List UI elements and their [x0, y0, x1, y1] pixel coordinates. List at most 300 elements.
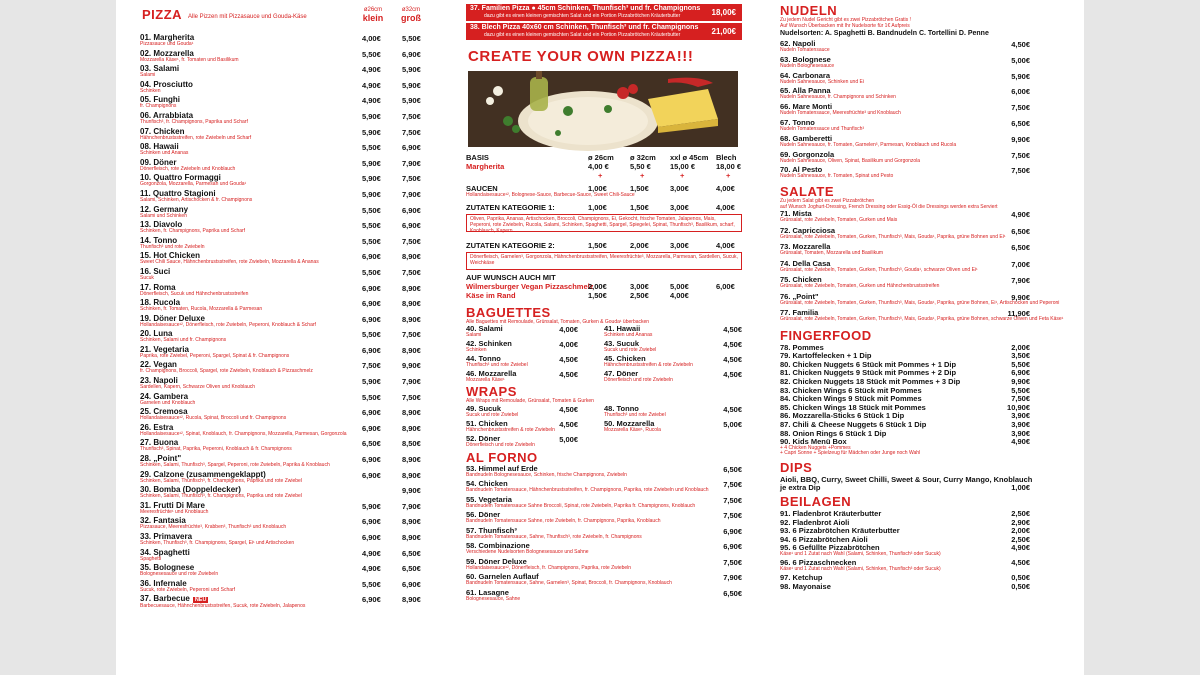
item-price: 2,50€ [1011, 508, 1030, 518]
item-price: 6,00€ [1011, 87, 1030, 97]
menu-item[interactable] [780, 582, 1030, 591]
price-small: 6,50€ [362, 439, 381, 449]
item-description: Dönerfleisch, rote Zwiebeln und Knoblauch [140, 165, 236, 172]
menu-item[interactable] [780, 403, 1030, 412]
vegan-cheese-label: Wilmersburger Vegan Pizzaschmelz [466, 281, 594, 291]
item-price: 4,50€ [559, 404, 578, 414]
size-label: ø 26cm [588, 153, 614, 162]
menu-item[interactable] [780, 260, 1030, 277]
menu-item[interactable] [780, 411, 1030, 420]
price-small: 6,90€ [362, 299, 381, 309]
pizza-header [140, 4, 425, 34]
item-name: 83. Chicken Wings 6 Stück mit Pommes [780, 385, 922, 395]
menu-item[interactable] [780, 56, 1030, 72]
item-description: Garnelen und Knoblauch [140, 399, 196, 406]
price-large: 5,90€ [402, 96, 421, 106]
price-small: 5,50€ [362, 143, 381, 153]
item-description: Hähnchenbrustsstreifen & rote Zwiebeln [466, 426, 555, 433]
kat2-price: 2,00€ [630, 240, 649, 250]
item-name: 37. Barbecue NEU [140, 594, 207, 604]
menu-item[interactable] [140, 408, 425, 424]
item-description: Sardellen, Kapern, Schwarze Oliven und Knoblauch [140, 384, 256, 391]
price-large: 7,50€ [402, 127, 421, 137]
cheese-crust-price: 4,00€ [670, 290, 689, 300]
menu-item[interactable] [466, 370, 578, 384]
price-small: 6,90€ [362, 470, 381, 480]
price-small: 5,50€ [362, 236, 381, 246]
dips-extra-price: 1,00€ [1011, 483, 1030, 493]
item-price: 7,50€ [723, 480, 742, 489]
special-subtitle: dazu gibt es einen kleinen gemischten Salat und ein Portion Pizzabrötchen Kräuterbutter [484, 32, 681, 38]
menu-item[interactable] [466, 340, 578, 354]
menu-item[interactable] [780, 437, 1030, 446]
price-large: 7,90€ [402, 377, 421, 387]
menu-item[interactable] [780, 40, 1030, 56]
menu-item[interactable] [466, 435, 578, 449]
item-name: 66. Mare Monti [780, 102, 833, 112]
menu-item[interactable] [780, 420, 1030, 429]
item-description: Nudeln Sahnesauce, fr. Champignons und Schinken [780, 94, 896, 101]
item-description: Schinken, Salami, Thunfisch³, Spargel, Peperoni, rote Zwiebeln, Paprika & Knoblauch [140, 462, 330, 469]
item-name: 12. Germany [140, 204, 189, 214]
menu-item[interactable] [466, 511, 742, 527]
item-description: Bandnudeln Tomatensauce, Sahne, Thunfisch³, rote Zwiebeln, fr. Champignons [466, 533, 642, 540]
price-large: 7,50€ [402, 330, 421, 340]
price-small: 6,90€ [362, 345, 381, 355]
price-small: 6,90€ [362, 423, 381, 433]
item-name: 56. Döner [466, 510, 501, 519]
menu-item[interactable] [466, 589, 742, 605]
item-description: Bandnudeln Tomatensauce Sahne Broccoli, Spinat, rote Zwiebeln, Paprika fr. Champignons, Knoblauch [466, 502, 696, 509]
item-description: Mozzarella Käse¹, fr. Tomaten und Basilikum [140, 56, 239, 63]
item-description: Paprika, rote Zwiebel, Peperoni, Spargel, Spinat & fr. Champignons [140, 352, 290, 359]
item-description: Bolognesesauce und rote Zwiebeln [140, 571, 219, 578]
item-name: 96. 6 Pizzaschnecken [780, 558, 857, 568]
item-name: 94. 6 Pizzabrötchen Aioli [780, 534, 868, 544]
menu-item[interactable] [140, 455, 425, 471]
price-small: 5,50€ [362, 49, 381, 59]
menu-item[interactable] [780, 87, 1030, 103]
menu-item[interactable] [140, 502, 425, 518]
size-large-diameter: ø32cm [401, 7, 421, 13]
price-small: 4,90€ [362, 65, 381, 75]
item-name: 65. Alla Panna [780, 86, 831, 96]
menu-item[interactable] [140, 65, 425, 81]
menu-item[interactable] [140, 81, 425, 97]
item-name: 47. Döner [604, 369, 639, 378]
menu-item[interactable] [140, 471, 425, 487]
menu-item[interactable] [140, 517, 425, 533]
item-name: 50. Mozzarella [604, 418, 655, 428]
menu-item[interactable] [140, 377, 425, 393]
item-price: 6,90€ [1011, 368, 1030, 378]
item-price: 2,50€ [1011, 534, 1030, 544]
item-name: 57. Thunfisch³ [466, 525, 517, 535]
item-description: fr. Champignons [140, 103, 177, 110]
menu-item[interactable] [466, 573, 742, 589]
special-subtitle: dazu gibt es einen kleinen gemischten Salat und ein Portion Pizzabrötchen Kräuterbutter [484, 13, 681, 19]
pizza-title: PIZZA [142, 7, 183, 22]
price-small: 5,50€ [362, 205, 381, 215]
basis-label: BASIS [466, 153, 489, 162]
menu-item[interactable] [780, 72, 1030, 88]
right-column [780, 3, 1064, 591]
saucen-row [466, 184, 742, 193]
item-name: 55. Vegetaria [466, 494, 512, 504]
menu-item[interactable] [140, 486, 425, 502]
item-price: 4,00€ [559, 340, 578, 349]
menu-item[interactable] [780, 509, 1030, 518]
menu-item[interactable] [140, 174, 425, 190]
price-large: 8,90€ [402, 533, 421, 542]
plus-row [466, 171, 742, 180]
alforno-list [466, 465, 742, 605]
nudeln-sub2: Auf Wunsch Überbacken mit Ihr Nudelsorte für 1€ Aufpreis [780, 22, 910, 29]
item-price: 7,50€ [1011, 394, 1030, 404]
menu-item[interactable] [780, 386, 1030, 395]
menu-item[interactable] [140, 361, 425, 377]
item-description: Schinken, fr. Champignons, Paprika und Scharf [140, 228, 246, 235]
menu-item[interactable] [140, 330, 425, 346]
baguettes-subtitle: Alle Baguettes mit Remoulade, Grünsalat, Tomaten, Gurken & Gouda¹ überbacken [466, 318, 650, 325]
price-large: 5,90€ [402, 80, 421, 90]
menu-item[interactable] [780, 243, 1030, 260]
menu-item[interactable] [780, 394, 1030, 403]
menu-item[interactable] [140, 268, 425, 284]
item-name: 67. Tonno [780, 117, 815, 127]
item-description: Grünsalat, rote Zwiebeln, Tomaten, Gurken, Thunfisch³, Mais, Gouda¹, Paprika, grüne Bohnen und Ei¹ [780, 233, 1006, 240]
menu-item[interactable] [140, 533, 425, 549]
menu-item[interactable] [140, 112, 425, 128]
item-price: 7,50€ [723, 495, 742, 505]
price-large: 7,50€ [402, 111, 421, 121]
item-description: Pizzasauce, Meeresfrüchte³, Krabben³, Thunfisch³ und Knoblauch [140, 524, 287, 531]
cyop-title: CREATE YOUR OWN PIZZA!!! [468, 48, 694, 65]
item-price: 5,90€ [1011, 71, 1030, 81]
item-name: 75. Chicken [780, 275, 822, 285]
menu-item[interactable] [466, 480, 742, 496]
menu-item[interactable] [780, 526, 1030, 535]
item-name: 19. Döner Deluxe [140, 313, 205, 323]
size-small-diameter: ø26cm [363, 7, 383, 13]
item-price: 4,50€ [723, 340, 742, 349]
menu-item[interactable] [140, 143, 425, 159]
item-price: 6,50€ [723, 588, 742, 598]
beilagen-title: BEILAGEN [780, 493, 852, 509]
item-name: 33. Primavera [140, 532, 193, 541]
item-name: 20. Luna [140, 329, 173, 339]
basis-label: Margherita [466, 162, 505, 171]
item-price: 2,00€ [1011, 342, 1030, 352]
item-name: 93. 6 Pizzabrötchen Kräuterbutter [780, 526, 900, 536]
vegan-cheese-price: 3,00€ [630, 281, 649, 291]
menu-item[interactable] [140, 50, 425, 66]
price-small: 7,50€ [362, 361, 381, 371]
vegan-cheese-row [466, 282, 742, 291]
menu-item[interactable] [140, 564, 425, 580]
item-description: Schinken und Ananas [140, 150, 189, 157]
item-description: Pizzasauce und Gouda¹ [140, 41, 194, 47]
price-large: 6,90€ [402, 49, 421, 59]
menu-item[interactable] [780, 558, 1030, 573]
menu-item[interactable] [140, 424, 425, 440]
menu-item[interactable] [780, 360, 1030, 369]
item-name: 69. Gorgonzola [780, 149, 835, 159]
menu-item[interactable] [466, 420, 578, 434]
menu-item[interactable] [780, 518, 1030, 527]
item-name: 95. 6 Gefüllte Pizzabrötchen [780, 543, 880, 553]
item-price: 7,90€ [1011, 276, 1030, 286]
price-large: 6,50€ [402, 548, 421, 558]
wraps-list [466, 405, 742, 451]
menu-item[interactable] [140, 439, 425, 455]
basis-price: 4,00 € [588, 162, 609, 171]
item-price: 4,50€ [1011, 40, 1030, 49]
size-small-header [358, 7, 388, 23]
item-name: 28. „Point" [140, 454, 182, 464]
price-large: 5,90€ [402, 65, 421, 75]
menu-item[interactable] [780, 291, 1060, 310]
menu-item[interactable] [466, 496, 742, 512]
price-small: 5,50€ [362, 392, 381, 402]
menu-item[interactable] [140, 34, 425, 50]
price-small: 5,50€ [362, 267, 381, 277]
kat2-price: 3,00€ [670, 240, 689, 250]
item-price: 5,50€ [1011, 359, 1030, 369]
item-name: 61. Lasagne [466, 587, 509, 597]
item-price: 7,50€ [723, 557, 742, 567]
item-price: 3,90€ [1011, 420, 1030, 430]
price-small: 5,90€ [362, 189, 381, 199]
price-large: 6,90€ [402, 205, 421, 215]
item-name: 71. Mista [780, 209, 812, 219]
menu-item[interactable] [780, 135, 1030, 151]
item-name: 53. Himmel auf Erde [466, 463, 538, 473]
price-small: 5,90€ [362, 111, 381, 121]
menu-item[interactable] [466, 405, 578, 419]
menu-item[interactable] [780, 573, 1030, 582]
item-name: 82. Chicken Nuggets 18 Stück mit Pommes + 3 Dip [780, 377, 961, 387]
size-label: xxl ø 45cm [670, 153, 709, 162]
item-description: Hollandaisesauce¹², Spinat, Knoblauch, fr. Champignons, Mozzarella, Parmesan, Gorgonzola [140, 430, 347, 437]
item-name: 26. Estra [140, 422, 174, 432]
menu-item[interactable] [466, 558, 742, 574]
item-price: 4,50€ [723, 325, 742, 334]
price-large: 6,50€ [402, 564, 421, 574]
price-large: 7,50€ [402, 392, 421, 402]
menu-item[interactable] [140, 221, 425, 237]
item-price: 5,00€ [723, 419, 742, 429]
menu-item[interactable] [466, 542, 742, 558]
menu-item[interactable] [140, 206, 425, 222]
price-large: 8,90€ [402, 314, 421, 324]
menu-item[interactable] [466, 527, 742, 543]
item-name: 32. Fantasia [140, 516, 186, 526]
item-name: 05. Funghi [140, 95, 180, 105]
menu-item[interactable] [466, 355, 578, 369]
basis-price: 15,00 € [670, 162, 696, 171]
salate-sub1: Zu jedem Salat gibt es zwei Pizzabrötchen [780, 198, 875, 205]
price-large: 8,90€ [402, 517, 421, 527]
menu-item[interactable] [780, 351, 1030, 360]
item-description: Grünsalat, rote Zwiebeln, Tomaten, Gurken, Thunfisch³, Gouda¹, schwarze Oliven und Ei¹ [780, 266, 978, 273]
menu-item[interactable] [780, 368, 1030, 377]
item-price: 3,50€ [1011, 351, 1030, 361]
pizza-ingredients-illustration [468, 71, 738, 147]
menu-item[interactable] [780, 166, 1030, 182]
item-price: 5,00€ [559, 434, 578, 444]
menu-item[interactable] [140, 190, 425, 206]
item-description: fr. Champignons, Broccoli, Spargel, rote Zwiebeln, Knoblauch & Pizzaschmelz [140, 368, 313, 375]
item-name: 91. Fladenbrot Kräuterbutter [780, 508, 882, 518]
item-price: 5,50€ [1011, 385, 1030, 395]
menu-item[interactable] [780, 119, 1030, 135]
price-large: 6,90€ [402, 143, 421, 153]
item-description: Grünsalat, Tomaten, Mozzarella und Basilikum [780, 250, 884, 257]
item-name: 23. Napoli [140, 376, 178, 386]
item-description: Nudeln Sahnesauce, fr. Tomaten, Garnelen³, Parmesan, Knoblauch und Rucola [780, 141, 957, 148]
menu-item[interactable] [780, 103, 1030, 119]
fingerfood-title: FINGERFOOD [780, 327, 872, 343]
menu-item[interactable] [140, 595, 425, 611]
item-description: Bandnudeln Bolognesesauce, Schinken, frische Champignons, Zwiebeln [466, 471, 627, 478]
kids-desc-1: + 4 Chicken Nuggets +Pommes [780, 444, 851, 451]
item-name: 43. Sucuk [604, 339, 640, 348]
saucen-desc: Hollandaisesauce¹², Bolognese-Sauce, Barbecue-Sauce, Sweet Chili-Sauce [466, 192, 635, 198]
item-name: 78. Pommes [780, 342, 824, 352]
menu-item[interactable] [604, 420, 742, 434]
menu-item[interactable] [780, 210, 1030, 227]
menu-item[interactable] [140, 159, 425, 175]
menu-item[interactable] [780, 227, 1030, 244]
item-name: 68. Gamberetti [780, 133, 833, 143]
nudeln-sorten: Nudelsorten: A. Spaghetti B. Bandnudeln C. Tortellini D. Penne [780, 30, 989, 37]
cheese-crust-row [466, 291, 742, 300]
menu-item[interactable] [140, 393, 425, 409]
menu-item[interactable] [140, 284, 425, 300]
item-price: 0,50€ [1011, 581, 1030, 591]
item-price: 4,90€ [1011, 437, 1030, 447]
item-price: 7,50€ [1011, 150, 1030, 160]
item-name: 77. Familia [780, 308, 819, 318]
item-name: 24. Gambera [140, 391, 189, 401]
item-description: Salami und Schinken [140, 212, 187, 219]
menu-item[interactable] [140, 237, 425, 253]
item-name: 60. Garnelen Auflauf [466, 572, 539, 581]
menu-item[interactable] [140, 96, 425, 112]
item-name: 13. Diavolo [140, 220, 183, 230]
item-name: 63. Bolognese [780, 54, 831, 64]
special-offer[interactable] [466, 23, 742, 40]
item-name: 31. Frutti Di Mare [140, 500, 205, 510]
menu-item[interactable] [780, 543, 1030, 558]
item-price: 4,50€ [723, 355, 742, 364]
item-description: Hollandaisesauce¹², Rucola, Spinat, Broccoli und fr. Champignons [140, 415, 287, 422]
special-offer[interactable] [466, 4, 742, 21]
item-name: 16. Suci [140, 266, 171, 276]
menu-item[interactable] [780, 276, 1030, 293]
menu-item[interactable] [780, 377, 1030, 386]
item-price: 11,90€ [1007, 309, 1030, 319]
menu-item[interactable] [140, 128, 425, 144]
item-name: 48. Tonno [604, 403, 639, 413]
price-large: 7,50€ [402, 267, 421, 277]
item-description: Bandnudeln Tomatensauce Sahne, rote Zwiebeln, fr. Champignons, Paprika, Knoblauch [466, 518, 661, 524]
item-name: 21. Vegetaria [140, 344, 189, 354]
price-small: 6,90€ [362, 595, 381, 605]
menu-item[interactable] [140, 580, 425, 596]
item-description: Schinken, Salami, Thunfisch³, fr. Champignons, Paprika und rote Zwiebel [140, 477, 302, 484]
menu-item[interactable] [780, 308, 1064, 326]
item-price: 6,90€ [723, 542, 742, 551]
item-description: Grünsalat, rote Zwiebeln, Tomaten, Gurken, Thunfisch³, Mais, Gouda¹, Paprika, grüne Bohnen, schwarze Oliven und Feta Käse¹ [780, 316, 1064, 323]
price-small: 6,90€ [362, 252, 381, 262]
item-name: 45. Chicken [604, 354, 646, 363]
basis-row [466, 162, 742, 171]
kat1-label: ZUTATEN KATEGORIE 1: [466, 202, 555, 212]
item-name: 42. Schinken [466, 339, 512, 348]
item-name: 03. Salami [140, 64, 180, 74]
item-description: Meeresfrüchte¹ und Knoblauch [140, 508, 209, 515]
price-large: 7,50€ [402, 174, 421, 184]
item-price: 7,50€ [1011, 103, 1030, 113]
item-description: Thunfisch³, Spinat, Paprika, Peperoni, Knoblauch & fr. Champignons [140, 446, 292, 453]
item-price: 4,50€ [1011, 558, 1030, 568]
nudeln-sub1: Zu jedem Nudel Gericht gibt es zwei Pizzabrötchen Gratis ! [780, 17, 911, 23]
item-description: Mozzarella Käse¹ [466, 377, 505, 383]
menu-item[interactable] [466, 465, 742, 481]
menu-item[interactable] [780, 151, 1030, 167]
salate-sub2: auf Wunsch Joghurt-Dressing, French Dressing oder Essig-Öl die Dressings werden extra Serviert [780, 203, 998, 210]
price-large: 8,90€ [402, 283, 421, 293]
item-name: 52. Döner [466, 433, 501, 443]
menu-item[interactable] [780, 429, 1030, 438]
menu-item[interactable] [604, 370, 742, 384]
menu-item[interactable] [604, 325, 742, 339]
menu-item[interactable] [140, 346, 425, 362]
dips-list: Aioli, BBQ, Curry, Sweet Chilli, Sweet & Sour, Curry Mango, Knoblauch [780, 474, 1033, 484]
menu-item[interactable] [604, 355, 742, 369]
price-small: 5,90€ [362, 377, 381, 387]
plus-sign: + [726, 171, 731, 180]
item-description: Dönerfleisch und rote Zwiebeln [466, 441, 535, 448]
item-description: Salami, Schinken, Artischocken & fr. Champignons [140, 196, 253, 203]
item-description: Schinken, Salami und fr. Champignons [140, 337, 227, 344]
item-price: 6,50€ [1011, 226, 1030, 236]
kids-desc-2: + Capri Sonne + Spielzeug für Mädchen oder Junge noch Wahl [780, 450, 921, 457]
item-description: Hähnchenbrustsstreifen & rote Zwiebeln [604, 362, 693, 368]
price-small: 5,90€ [362, 501, 381, 511]
price-large: 5,50€ [402, 34, 421, 43]
menu-item[interactable] [604, 405, 742, 419]
item-name: 18. Rucola [140, 298, 181, 308]
item-description: Nudeln Tomatensauce, Meeresfrüchte³ und Knoblauch [780, 110, 901, 117]
menu-item[interactable] [140, 315, 425, 331]
item-name: 22. Vegan [140, 360, 177, 370]
menu-item[interactable] [604, 340, 742, 354]
menu-item[interactable] [466, 325, 578, 339]
dips-extra-label: je extra Dip [780, 483, 821, 493]
menu-item[interactable] [140, 549, 425, 565]
item-name: 87. Chili & Cheese Nuggets 6 Stück 1 Dip [780, 420, 927, 430]
price-small: 4,90€ [362, 548, 381, 558]
item-price: 7,50€ [1011, 166, 1030, 176]
menu-item[interactable] [780, 343, 1030, 352]
menu-item[interactable] [780, 535, 1030, 544]
menu-item[interactable] [140, 299, 425, 315]
price-small: 6,90€ [362, 455, 381, 465]
menu-item[interactable] [140, 252, 425, 268]
